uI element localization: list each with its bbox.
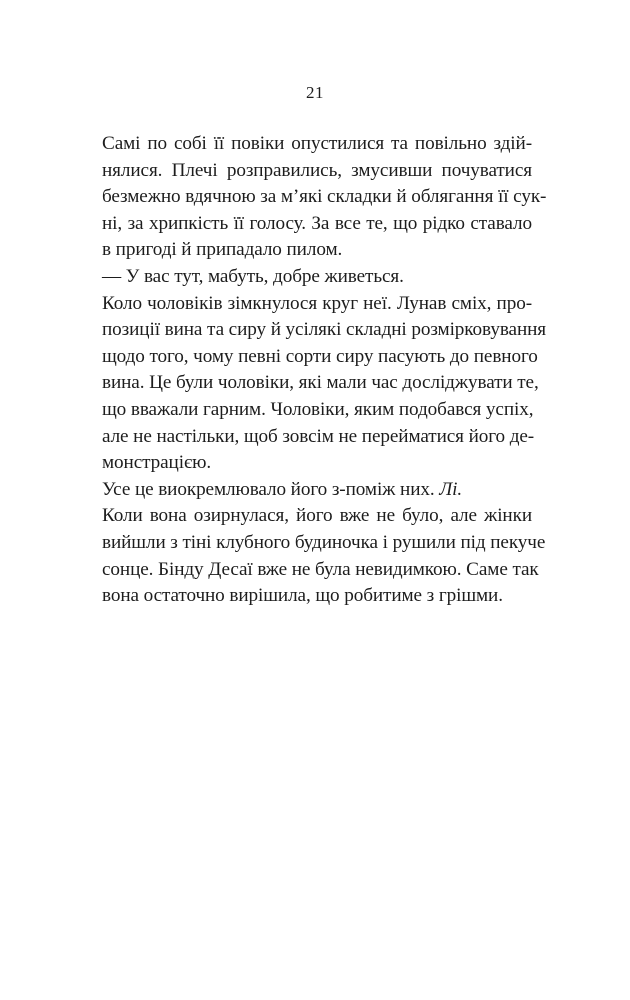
text-line-14-main: Усе це виокремлювало його з-поміж них. [102, 478, 440, 500]
text-line-16: вийшли з тіні клубного будиночка і рушили під пекуче [102, 531, 546, 553]
text-line-11: що вважали гарним. Чоловіки, яким подобався успіх, [102, 398, 534, 420]
text-line-4: ні, за хрипкість її голосу. За все те, що рідко ставало [102, 212, 532, 234]
text-line-10: вина. Це були чоловіки, які мали час досліджувати те, [102, 372, 539, 394]
text-line-9: щодо того, чому певні сорти сиру пасують до певного [102, 345, 538, 367]
text-line-17: сонце. Бінду Десаї вже не була невидимкою. Саме так [102, 558, 539, 580]
text-line-7: Коло чоловіків зімкнулося круг неї. Лунав сміх, про- [102, 292, 532, 314]
text-line-14-italic: Лі. [439, 478, 463, 500]
text-line-5: в пригоді й припадало пилом. [102, 239, 343, 261]
text-line-12: але не настільки, щоб зовсім не перейматися його де- [102, 425, 535, 447]
text-line-8: позиції вина та сиру й усілякі складні розмірковування [102, 319, 547, 341]
text-line-3: безмежно вдячною за м’які складки й облягання її сук- [102, 186, 547, 208]
text-line-14 [102, 477, 532, 504]
page-number: 21 [306, 83, 324, 102]
text-line-18: вона остаточно вирішила, що робитиме з грішми. [102, 585, 503, 607]
text-line-6: — У вас тут, мабуть, добре живеться. [102, 265, 404, 287]
text-line-2: нялися. Плечі розправились, змусивши почуватися [102, 159, 532, 181]
text-line-1: Самі по собі її повіки опустилися та повільно здій- [102, 133, 532, 154]
text-line-13: монстрацією. [102, 452, 212, 474]
body-text [102, 131, 547, 610]
text-line-15: Коли вона озирнулася, його вже не було, але жінки [102, 505, 532, 527]
